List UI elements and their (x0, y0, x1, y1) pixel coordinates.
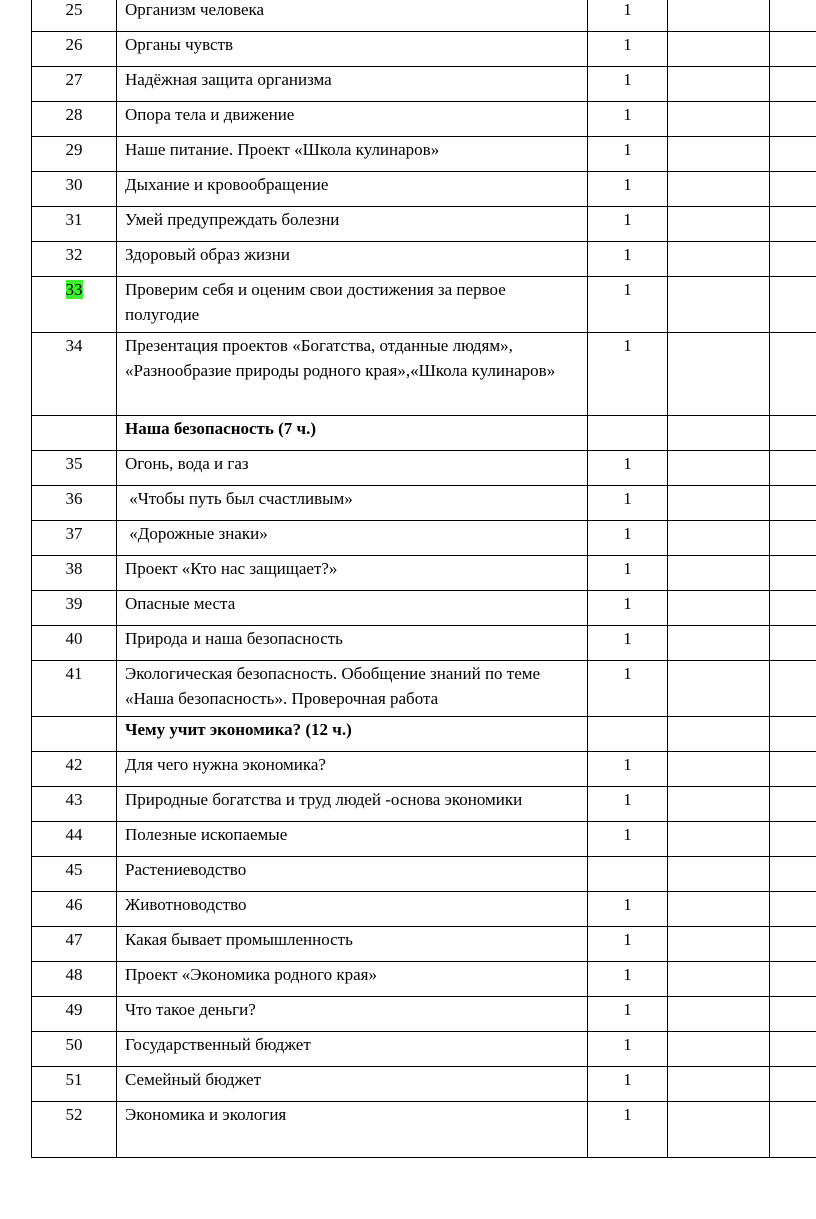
lesson-topic: Семейный бюджет (117, 1067, 588, 1102)
lesson-hours: 1 (588, 242, 668, 277)
notes-cell (770, 242, 816, 277)
table-row (32, 0, 816, 32)
lesson-topic: Надёжная защита организма (117, 67, 588, 102)
table-row (32, 661, 816, 717)
lesson-hours: 1 (588, 207, 668, 242)
lesson-topic: Экологическая безопасность. Обобщение знаний по теме «Наша безопасность». Проверочная работа (117, 661, 588, 717)
lesson-number: 45 (32, 857, 117, 892)
date-cell (668, 416, 770, 451)
lesson-number: 28 (32, 102, 117, 137)
lesson-hours: 1 (588, 333, 668, 416)
lesson-topic: Опора тела и движение (117, 102, 588, 137)
lesson-number: 37 (32, 521, 117, 556)
notes-cell (770, 137, 816, 172)
lesson-number: 34 (32, 333, 117, 416)
date-cell (668, 892, 770, 927)
lesson-hours: 1 (588, 1067, 668, 1102)
lesson-number: 43 (32, 787, 117, 822)
date-cell (668, 0, 770, 32)
section-number-cell (32, 717, 117, 752)
lesson-hours: 1 (588, 997, 668, 1032)
section-row (32, 416, 816, 451)
lesson-number-cell (32, 277, 117, 333)
notes-cell (770, 927, 816, 962)
date-cell (668, 927, 770, 962)
section-number-cell (32, 416, 117, 451)
lesson-topic: Для чего нужна экономика? (117, 752, 588, 787)
table-row (32, 626, 816, 661)
notes-cell (770, 521, 816, 556)
lesson-hours: 1 (588, 1102, 668, 1158)
notes-cell (770, 717, 816, 752)
lesson-topic: Проверим себя и оценим свои достижения за первое полугодие (117, 277, 588, 333)
table-row (32, 333, 816, 416)
notes-cell (770, 0, 816, 32)
date-cell (668, 1067, 770, 1102)
section-title: Наша безопасность (7 ч.) (117, 416, 588, 451)
lesson-topic: Растениеводство (117, 857, 588, 892)
lesson-topic: Организм человека (117, 0, 588, 32)
lesson-number: 32 (32, 242, 117, 277)
date-cell (668, 333, 770, 416)
lesson-topic: «Дорожные знаки» (117, 521, 588, 556)
lesson-hours: 1 (588, 1032, 668, 1067)
lesson-number: 41 (32, 661, 117, 717)
table-row (32, 521, 816, 556)
date-cell (668, 242, 770, 277)
lesson-hours: 1 (588, 626, 668, 661)
section-row (32, 717, 816, 752)
lesson-hours: 1 (588, 102, 668, 137)
date-cell (668, 626, 770, 661)
notes-cell (770, 591, 816, 626)
lesson-number: 31 (32, 207, 117, 242)
lesson-topic: Презентация проектов «Богатства, отданные людям», «Разнообразие природы родного края»,«Школа кулинаров» (117, 333, 588, 416)
notes-cell (770, 1102, 816, 1158)
section-hours-cell (588, 717, 668, 752)
notes-cell (770, 67, 816, 102)
notes-cell (770, 892, 816, 927)
notes-cell (770, 752, 816, 787)
table-row (32, 102, 816, 137)
notes-cell (770, 172, 816, 207)
table-row (32, 857, 816, 892)
lesson-hours (588, 857, 668, 892)
lesson-topic: «Чтобы путь был счастливым» (117, 486, 588, 521)
table-row (32, 277, 816, 333)
lesson-number: 50 (32, 1032, 117, 1067)
lesson-plan-table (31, 0, 816, 1158)
lesson-topic: Что такое деньги? (117, 997, 588, 1032)
lesson-hours: 1 (588, 137, 668, 172)
lesson-topic: Умей предупреждать болезни (117, 207, 588, 242)
lesson-topic: Какая бывает промышленность (117, 927, 588, 962)
date-cell (668, 486, 770, 521)
notes-cell (770, 416, 816, 451)
table-row (32, 892, 816, 927)
lesson-topic: Экономика и экология (117, 1102, 588, 1158)
table-row (32, 137, 816, 172)
date-cell (668, 521, 770, 556)
lesson-topic: Полезные ископаемые (117, 822, 588, 857)
table-row (32, 1067, 816, 1102)
lesson-topic: Проект «Кто нас защищает?» (117, 556, 588, 591)
table-row (32, 451, 816, 486)
date-cell (668, 787, 770, 822)
notes-cell (770, 32, 816, 67)
lesson-hours: 1 (588, 172, 668, 207)
lesson-topic: Наше питание. Проект «Школа кулинаров» (117, 137, 588, 172)
lesson-hours: 1 (588, 32, 668, 67)
date-cell (668, 556, 770, 591)
date-cell (668, 32, 770, 67)
lesson-number: 30 (32, 172, 117, 207)
lesson-topic: Здоровый образ жизни (117, 242, 588, 277)
lesson-topic: Огонь, вода и газ (117, 451, 588, 486)
table-row (32, 242, 816, 277)
date-cell (668, 822, 770, 857)
section-hours-cell (588, 416, 668, 451)
date-cell (668, 661, 770, 717)
date-cell (668, 451, 770, 486)
notes-cell (770, 962, 816, 997)
notes-cell (770, 102, 816, 137)
lesson-hours: 1 (588, 752, 668, 787)
lesson-number: 26 (32, 32, 117, 67)
table-row (32, 787, 816, 822)
table-row (32, 997, 816, 1032)
lesson-hours: 1 (588, 591, 668, 626)
lesson-number: 36 (32, 486, 117, 521)
lesson-topic: Опасные места (117, 591, 588, 626)
notes-cell (770, 451, 816, 486)
notes-cell (770, 661, 816, 717)
lesson-topic: Природные богатства и труд людей -основа экономики (117, 787, 588, 822)
table-row (32, 486, 816, 521)
lesson-number: 27 (32, 67, 117, 102)
lesson-number: 42 (32, 752, 117, 787)
table-row (32, 962, 816, 997)
lesson-topic: Животноводство (117, 892, 588, 927)
lesson-number: 52 (32, 1102, 117, 1158)
lesson-topic: Государственный бюджет (117, 1032, 588, 1067)
notes-cell (770, 822, 816, 857)
date-cell (668, 1032, 770, 1067)
notes-cell (770, 277, 816, 333)
date-cell (668, 857, 770, 892)
table-row (32, 556, 816, 591)
lesson-hours: 1 (588, 892, 668, 927)
table-row (32, 1032, 816, 1067)
lesson-number: 38 (32, 556, 117, 591)
notes-cell (770, 787, 816, 822)
lesson-hours: 1 (588, 486, 668, 521)
lesson-number: 46 (32, 892, 117, 927)
notes-cell (770, 486, 816, 521)
table-row (32, 591, 816, 626)
lesson-number: 51 (32, 1067, 117, 1102)
date-cell (668, 591, 770, 626)
lesson-hours: 1 (588, 962, 668, 997)
lesson-topic: Органы чувств (117, 32, 588, 67)
lesson-number: 44 (32, 822, 117, 857)
lesson-topic: Проект «Экономика родного края» (117, 962, 588, 997)
date-cell (668, 277, 770, 333)
lesson-number: 35 (32, 451, 117, 486)
lesson-topic: Природа и наша безопасность (117, 626, 588, 661)
lesson-hours: 1 (588, 822, 668, 857)
date-cell (668, 997, 770, 1032)
lesson-topic: Дыхание и кровообращение (117, 172, 588, 207)
date-cell (668, 207, 770, 242)
lesson-number: 47 (32, 927, 117, 962)
notes-cell (770, 626, 816, 661)
table-row (32, 927, 816, 962)
lesson-number: 29 (32, 137, 117, 172)
notes-cell (770, 556, 816, 591)
lesson-hours: 1 (588, 0, 668, 32)
notes-cell (770, 333, 816, 416)
lesson-hours: 1 (588, 521, 668, 556)
table-row (32, 752, 816, 787)
table-row (32, 67, 816, 102)
notes-cell (770, 1067, 816, 1102)
lesson-hours: 1 (588, 661, 668, 717)
lesson-number: 25 (32, 0, 117, 32)
lesson-number: 39 (32, 591, 117, 626)
section-title: Чему учит экономика? (12 ч.) (117, 717, 588, 752)
table-row (32, 172, 816, 207)
lesson-number: 48 (32, 962, 117, 997)
date-cell (668, 102, 770, 137)
notes-cell (770, 1032, 816, 1067)
notes-cell (770, 857, 816, 892)
table-row (32, 207, 816, 242)
lesson-number: 49 (32, 997, 117, 1032)
lesson-hours: 1 (588, 67, 668, 102)
lesson-hours: 1 (588, 787, 668, 822)
date-cell (668, 67, 770, 102)
highlighted-lesson-number: 33 (65, 280, 83, 299)
lesson-hours: 1 (588, 556, 668, 591)
table-row (32, 1102, 816, 1158)
date-cell (668, 717, 770, 752)
date-cell (668, 137, 770, 172)
date-cell (668, 1102, 770, 1158)
notes-cell (770, 207, 816, 242)
lesson-number: 40 (32, 626, 117, 661)
date-cell (668, 172, 770, 207)
date-cell (668, 752, 770, 787)
lesson-hours: 1 (588, 277, 668, 333)
lesson-hours: 1 (588, 451, 668, 486)
notes-cell (770, 997, 816, 1032)
lesson-hours: 1 (588, 927, 668, 962)
table-row (32, 822, 816, 857)
date-cell (668, 962, 770, 997)
table-row (32, 32, 816, 67)
